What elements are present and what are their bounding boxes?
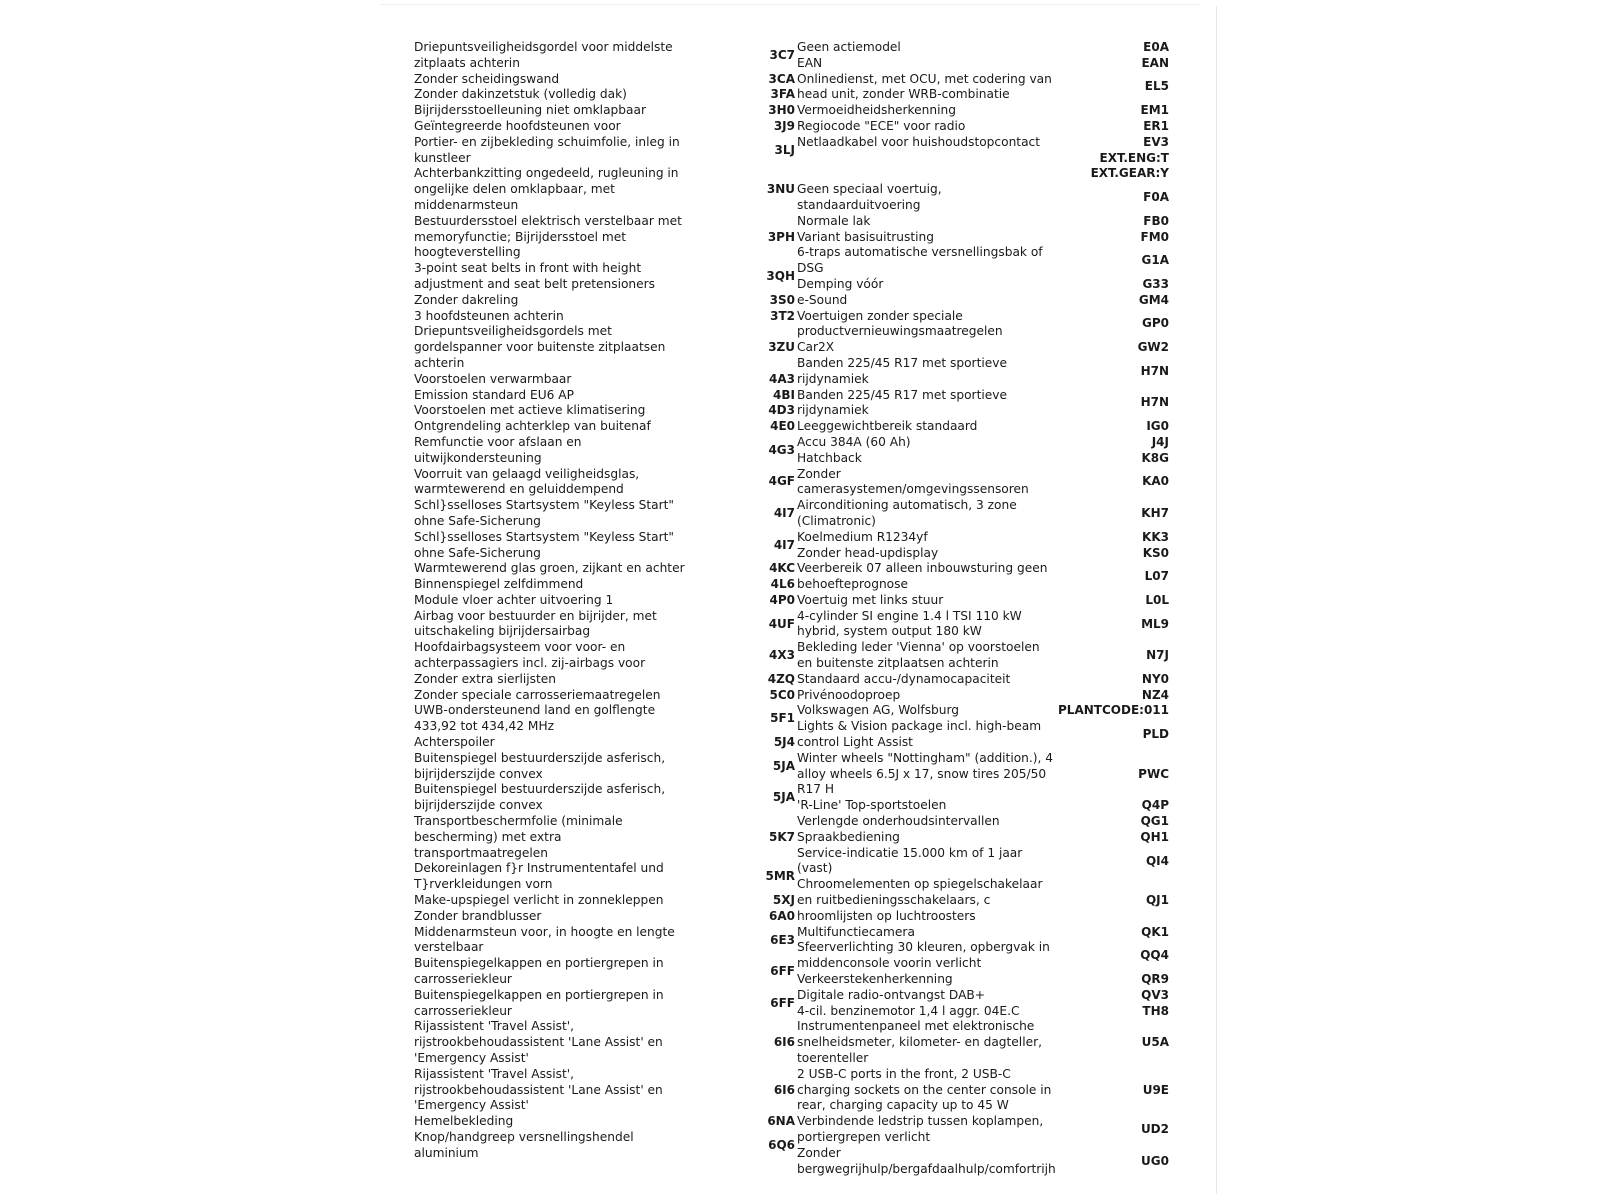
option-row — [414, 640, 795, 672]
option-code: Q4P — [1141, 798, 1169, 813]
option-description: Privénoodoproep — [797, 687, 901, 702]
option-description: 'R-Line' Top-sportstoelen — [797, 798, 947, 813]
option-code: UG0 — [1141, 1153, 1169, 1168]
option-row — [797, 640, 1169, 672]
option-row — [414, 419, 795, 435]
option-description: Schl}sselloses Startsystem "Keyless Start" ohne Safe-Sicherung — [414, 498, 675, 528]
option-row — [414, 893, 795, 909]
option-code: GP0 — [1142, 316, 1169, 331]
option-description: Chroomelementen op spiegelschakelaar en ruitbedieningsschakelaars, c hroomlijsten op luchtroosters — [797, 877, 1043, 923]
option-description: Variant basisuitrusting — [797, 229, 934, 244]
option-code: 6FF — [770, 995, 795, 1010]
option-description: Remfunctie voor afslaan en uitwijkondersteuning — [414, 434, 582, 465]
option-description: Instrumentenpaneel met elektronische snelheidsmeter, kilometer- en dagteller, toerenteller — [797, 1019, 1042, 1065]
option-description: Zonder scheidingswand — [414, 71, 560, 86]
option-description: Koelmedium R1234yf — [797, 529, 928, 544]
option-description: Hoofdairbagsysteem voor voor- en achterpassagiers incl. zij-airbags voor — [414, 640, 646, 671]
option-code: 4BI — [773, 387, 795, 402]
option-row — [797, 467, 1169, 499]
option-description: Normale lak — [797, 213, 871, 228]
option-code: PLANTCODE:011 — [1058, 703, 1169, 718]
option-row — [414, 925, 795, 957]
option-description: Module vloer achter uitvoering 1 — [414, 592, 614, 607]
option-row — [414, 782, 795, 814]
option-description: Airbag voor bestuurder en bijrijder, met uitschakeling bijrijdersairbag — [414, 608, 657, 639]
option-description: Bekleding leder 'Vienna' op voorstoelen en buitenste zitplaatsen achterin — [797, 640, 1040, 671]
option-row — [414, 909, 795, 925]
option-code: QV3 — [1141, 987, 1169, 1002]
option-row — [414, 861, 795, 893]
option-row — [797, 340, 1169, 356]
option-row — [797, 451, 1169, 467]
option-code: 5C0 — [769, 687, 795, 702]
option-row — [797, 830, 1169, 846]
option-code: 3PH — [767, 229, 795, 244]
option-code: 4UF — [768, 616, 795, 631]
option-code: 6I6 — [773, 1082, 795, 1097]
option-code: 5K7 — [769, 829, 795, 844]
option-description: Regiocode "ECE" voor radio — [797, 118, 966, 133]
option-row — [797, 435, 1169, 451]
option-row — [797, 388, 1169, 420]
option-row — [797, 182, 1169, 214]
option-code: 5MR — [765, 869, 795, 884]
option-row — [797, 846, 1169, 878]
option-description: Verbindende ledstrip tussen koplampen, portiergrepen verlicht — [797, 1114, 1044, 1144]
option-row — [797, 877, 1169, 924]
option-code: EV3 — [1143, 134, 1169, 149]
option-description: Make-upspiegel verlicht in zonnekleppen — [414, 893, 664, 908]
option-code: FM0 — [1140, 229, 1169, 244]
option-row — [797, 214, 1169, 230]
option-row — [797, 940, 1169, 972]
option-code: 4I7 — [773, 537, 795, 552]
option-row — [414, 166, 795, 213]
option-row — [797, 166, 1169, 182]
option-row — [414, 403, 795, 419]
option-code: EM1 — [1140, 103, 1169, 118]
option-code: G1A — [1141, 253, 1169, 268]
option-description: Demping vóór — [797, 276, 884, 291]
option-code: 3QH — [766, 269, 795, 284]
option-code: J4J — [1151, 434, 1169, 449]
option-description: 4-cylinder SI engine 1.4 l TSI 110 kW hybrid, system output 180 kW — [797, 608, 1022, 639]
option-code: 6FF — [770, 964, 795, 979]
option-code: L0L — [1145, 592, 1169, 607]
option-description: e-Sound — [797, 292, 848, 307]
option-code: UD2 — [1140, 1122, 1169, 1137]
option-description: Leeggewichtbereik standaard — [797, 419, 978, 434]
option-row — [414, 735, 795, 751]
option-row — [797, 356, 1169, 388]
option-code: L07 — [1144, 569, 1169, 584]
option-code: 5F1 — [770, 711, 795, 726]
option-description: Rijassistent 'Travel Assist', rijstrookbehoudassistent 'Lane Assist' en 'Emergency Assist' — [414, 1019, 663, 1065]
option-code: 6E3 — [770, 932, 795, 947]
option-code: KK3 — [1142, 529, 1169, 544]
option-description: Buitenspiegel bestuurderszijde asferisch, bijrijderszijde convex — [414, 782, 666, 813]
option-code: GW2 — [1137, 340, 1169, 355]
option-code: TH8 — [1142, 1003, 1169, 1018]
option-description: Portier- en zijbekleding schuimfolie, inleg in kunstleer — [414, 134, 680, 165]
option-description: Onlinedienst, met OCU, met codering van head unit, zonder WRB-combinatie — [797, 71, 1052, 102]
option-row — [797, 151, 1169, 167]
option-row — [797, 925, 1169, 941]
option-row — [414, 261, 795, 293]
option-code: QR9 — [1141, 972, 1169, 987]
option-description: Service-indicatie 15.000 km of 1 jaar (vast) — [797, 845, 1023, 876]
option-description: UWB-ondersteunend land en golflengte 433,92 tot 434,42 MHz — [414, 703, 656, 734]
option-row — [797, 309, 1169, 341]
option-code: N7J — [1146, 648, 1169, 663]
option-description: Schl}sselloses Startsystem "Keyless Start" ohne Safe-Sicherung — [414, 529, 675, 560]
option-description: Buitenspiegelkappen en portiergrepen in carrosseriekleur — [414, 987, 664, 1018]
option-description: Voorstoelen verwarmbaar — [414, 371, 572, 386]
option-row — [797, 103, 1169, 119]
option-row — [414, 135, 795, 167]
option-row — [414, 751, 795, 783]
option-row — [414, 609, 795, 641]
option-code: 4I7 — [773, 506, 795, 520]
option-description: Netlaadkabel voor huishoudstopcontact — [797, 134, 1041, 149]
option-description: Accu 384A (60 Ah) — [797, 434, 911, 449]
option-row — [797, 719, 1169, 751]
option-row — [414, 593, 795, 609]
option-code: 5J4 — [773, 735, 795, 750]
option-description: 2 USB-C ports in the front, 2 USB-C charging sockets on the center console in rear, charging capacity up to 45 W — [797, 1066, 1052, 1113]
options-column-right — [797, 40, 1169, 1177]
option-description: Volkswagen AG, Wolfsburg — [797, 703, 960, 718]
option-row — [797, 1114, 1169, 1146]
scan-right-edge — [1216, 6, 1217, 1194]
option-row — [414, 561, 795, 577]
option-row — [414, 324, 795, 371]
option-code: 5JA — [772, 758, 795, 773]
option-row — [797, 419, 1169, 435]
option-description: Veerbereik 07 alleen inbouwsturing geen behoefteprognose — [797, 561, 1048, 592]
option-description: Middenarmsteun voor, in hoogte en lengte verstelbaar — [414, 924, 675, 955]
option-code: QQ4 — [1140, 948, 1169, 963]
option-code: KA0 — [1142, 474, 1169, 489]
option-description: Voertuig met links stuur — [797, 592, 944, 607]
option-row — [414, 703, 795, 735]
option-row — [797, 119, 1169, 135]
option-row — [414, 214, 795, 261]
option-row — [414, 372, 795, 388]
option-code: EAN — [1141, 55, 1169, 70]
option-row — [797, 1019, 1169, 1066]
option-row — [797, 1004, 1169, 1020]
option-description: Voorstoelen met actieve klimatisering — [414, 403, 646, 418]
option-code: PLD — [1142, 727, 1169, 742]
option-row — [414, 72, 795, 88]
option-description: Bijrijdersstoelleuning niet omklapbaar — [414, 103, 646, 118]
option-row — [414, 293, 795, 309]
option-row — [797, 814, 1169, 830]
option-row — [797, 498, 1169, 530]
option-row — [414, 388, 795, 404]
option-row — [414, 40, 795, 72]
option-description: Hatchback — [797, 450, 862, 465]
option-description: Standaard accu-/dynamocapaciteit — [797, 671, 1011, 686]
option-row — [797, 40, 1169, 56]
option-row — [797, 972, 1169, 988]
option-code: 6I6 — [773, 1035, 795, 1050]
option-code: H7N — [1140, 395, 1169, 410]
option-code: EXT.GEAR:Y — [1090, 166, 1169, 181]
option-row — [797, 703, 1169, 719]
option-row — [414, 467, 795, 499]
option-row — [414, 1130, 795, 1162]
option-row — [414, 530, 795, 562]
option-description: EAN — [797, 55, 823, 70]
option-code: ER1 — [1143, 118, 1169, 133]
option-row — [797, 230, 1169, 246]
option-code: H7N — [1140, 363, 1169, 378]
option-code: 4KC — [769, 561, 795, 576]
option-code: IG0 — [1146, 419, 1169, 434]
option-code: 4X3 — [769, 648, 795, 663]
option-code: K8G — [1141, 450, 1169, 465]
option-code: NY0 — [1141, 671, 1169, 686]
option-code: 4L6 — [770, 577, 795, 592]
option-code: 3H0 — [768, 103, 795, 118]
option-code: F0A — [1143, 190, 1169, 205]
option-description: Rijassistent 'Travel Assist', rijstrookbehoudassistent 'Lane Assist' en 'Emergency Assist' — [414, 1066, 663, 1113]
option-description: Transportbeschermfolie (minimale bescherming) met extra transportmaatregelen — [414, 814, 623, 860]
option-description: Achterspoiler — [414, 735, 495, 750]
option-row — [797, 72, 1169, 104]
option-row — [797, 672, 1169, 688]
option-row — [414, 1067, 795, 1114]
option-description: Digitale radio-ontvangst DAB+ — [797, 987, 985, 1002]
option-code: QH1 — [1140, 829, 1169, 844]
option-row — [414, 814, 795, 861]
option-description: Zonder speciale carrosseriemaatregelen — [414, 687, 661, 702]
option-row — [797, 293, 1169, 309]
scan-top-edge — [380, 4, 1200, 5]
option-description: Dekoreinlagen f}r Instrumententafel und T}rverkleidungen vorn — [414, 861, 664, 892]
option-code: 3NU — [766, 182, 795, 197]
option-row — [414, 103, 795, 119]
option-description: 3 hoofdsteunen achterin — [414, 308, 564, 323]
option-code: 3FA — [770, 87, 795, 102]
option-code: GM4 — [1138, 292, 1169, 307]
option-code: 4GF — [768, 474, 795, 489]
option-description: Emission standard EU6 AP — [414, 387, 574, 402]
option-code: 6A0 — [769, 908, 795, 923]
option-code: G33 — [1142, 276, 1169, 291]
option-code: FB0 — [1143, 213, 1169, 228]
option-description: Geïntegreerde hoofdsteunen voor — [414, 118, 621, 133]
option-row — [414, 498, 795, 530]
option-description: Hemelbekleding — [414, 1114, 514, 1129]
option-description: Bestuurdersstoel elektrisch verstelbaar met memoryfunctie; Bijrijdersstoel met hoogteverstelling — [414, 213, 682, 260]
option-code: 6NA — [767, 1114, 795, 1129]
option-row — [414, 309, 795, 325]
option-code: 4E0 — [770, 419, 795, 434]
option-row — [414, 956, 795, 988]
option-description: Driepuntsveiligheidsgordel voor middelste zitplaats achterin — [414, 40, 673, 70]
option-row — [797, 245, 1169, 277]
option-code: 4ZQ — [767, 671, 795, 686]
option-row — [797, 798, 1169, 814]
option-code: EXT.ENG:T — [1099, 150, 1169, 165]
option-code: QJ1 — [1145, 893, 1169, 908]
option-description: Binnenspiegel zelfdimmend — [414, 577, 584, 592]
option-description: Winter wheels "Nottingham" (addition.), 4 alloy wheels 6.5J x 17, snow tires 205/50 R17 H — [797, 750, 1054, 797]
option-code: 3ZU — [768, 340, 795, 355]
option-description: Airconditioning automatisch, 3 zone (Climatronic) — [797, 498, 1017, 528]
option-row — [414, 1019, 795, 1066]
option-code: 4D3 — [768, 403, 795, 418]
option-code: QK1 — [1141, 924, 1169, 939]
option-description: Banden 225/45 R17 met sportieve rijdynamiek — [797, 355, 1007, 386]
option-description: Knop/handgreep versnellingshendel aluminium — [414, 1129, 634, 1160]
option-code: ML9 — [1141, 616, 1169, 631]
option-row — [414, 119, 795, 135]
option-code: 5JA — [772, 790, 795, 805]
option-code: 3T2 — [770, 308, 795, 323]
option-description: Buitenspiegel bestuurderszijde asferisch, bijrijderszijde convex — [414, 750, 666, 781]
option-description: Multifunctiecamera — [797, 924, 915, 939]
option-description: Buitenspiegelkappen en portiergrepen in carrosseriekleur — [414, 956, 664, 987]
option-description: Driepuntsveiligheidsgordels met gordelspanner voor buitenste zitplaatsen achterin — [414, 324, 666, 370]
option-code: 4A3 — [769, 371, 795, 386]
option-description: Car2X — [797, 340, 835, 355]
option-code: PWC — [1138, 766, 1169, 781]
option-description: Warmtewerend glas groen, zijkant en achter — [414, 561, 685, 576]
option-description: 6-traps automatische versnellingsbak of DSG — [797, 245, 1043, 276]
options-column-left — [414, 40, 795, 1162]
option-row — [797, 135, 1169, 151]
option-row — [797, 1146, 1169, 1178]
option-row — [797, 609, 1169, 641]
option-description: Zonder extra sierlijsten — [414, 671, 557, 686]
option-row — [797, 56, 1169, 72]
option-row — [414, 988, 795, 1020]
option-code: U9E — [1142, 1082, 1169, 1097]
option-description: Verkeerstekenherkenning — [797, 972, 953, 987]
option-description: Zonder dakreling — [414, 292, 519, 307]
option-row — [797, 1067, 1169, 1114]
option-code: QI4 — [1145, 853, 1169, 868]
option-description: Voertuigen zonder speciale productvernieuwingsmaatregelen — [797, 308, 1003, 339]
option-description: Spraakbediening — [797, 829, 900, 844]
option-code: KS0 — [1142, 545, 1169, 560]
option-description: Voorruit van gelaagd veiligheidsglas, warmtewerend en geluiddempend — [414, 466, 640, 497]
option-description: Zonder bergwegrijhulp/bergafdaalhulp/comfortrijh — [797, 1145, 1056, 1176]
option-code: E0A — [1143, 40, 1169, 54]
option-description: Ontgrendeling achterklep van buitenaf — [414, 419, 651, 434]
option-description: Zonder brandblusser — [414, 908, 542, 923]
option-row — [414, 1114, 795, 1130]
option-code: 4G3 — [768, 442, 795, 457]
option-description: Zonder head-updisplay — [797, 545, 939, 560]
option-code: 3CA — [768, 71, 795, 86]
option-description: Verlengde onderhoudsintervallen — [797, 814, 1000, 829]
option-description: Banden 225/45 R17 met sportieve rijdynamiek — [797, 387, 1007, 418]
option-row — [797, 546, 1169, 562]
option-description: Zonder dakinzetstuk (volledig dak) — [414, 87, 627, 102]
option-code: 3J9 — [773, 118, 795, 133]
option-row — [414, 672, 795, 688]
option-description: Vermoeidheidsherkenning — [797, 103, 956, 118]
option-description: 3-point seat belts in front with height adjustment and seat belt pretensioners — [414, 261, 655, 291]
option-description: Geen speciaal voertuig, standaarduitvoering — [797, 182, 942, 212]
option-code: 4P0 — [769, 592, 795, 607]
option-code: 5XJ — [772, 893, 795, 908]
option-code: 3C7 — [769, 47, 795, 62]
option-code: 3S0 — [769, 292, 795, 307]
option-description: Sfeerverlichting 30 kleuren, opbergvak in middenconsole voorin verlicht — [797, 940, 1050, 971]
option-code: 3LJ — [774, 142, 795, 157]
option-code: 6Q6 — [768, 1137, 795, 1152]
option-row — [414, 577, 795, 593]
option-description: 4-cil. benzinemotor 1,4 l aggr. 04E.C — [797, 1003, 1020, 1018]
option-row — [797, 530, 1169, 546]
option-description: Zonder camerasystemen/omgevingssensoren — [797, 466, 1029, 497]
option-code: NZ4 — [1141, 687, 1169, 702]
option-description: Achterbankzitting ongedeeld, rugleuning in ongelijke delen omklapbaar, met middenarmsteun — [414, 166, 679, 212]
option-description: Lights & Vision package incl. high-beam control Light Assist — [797, 719, 1042, 750]
option-row — [414, 87, 795, 103]
option-code: U5A — [1141, 1035, 1169, 1050]
option-row — [797, 593, 1169, 609]
option-code: QG1 — [1140, 814, 1169, 829]
option-code: EL5 — [1144, 79, 1169, 94]
option-row — [797, 688, 1169, 704]
option-row — [797, 988, 1169, 1004]
option-row — [414, 435, 795, 467]
option-row — [797, 751, 1169, 798]
option-row — [797, 277, 1169, 293]
option-description: Geen actiemodel — [797, 40, 901, 54]
option-row — [797, 561, 1169, 593]
option-row — [414, 688, 795, 704]
option-code: KH7 — [1141, 506, 1169, 520]
